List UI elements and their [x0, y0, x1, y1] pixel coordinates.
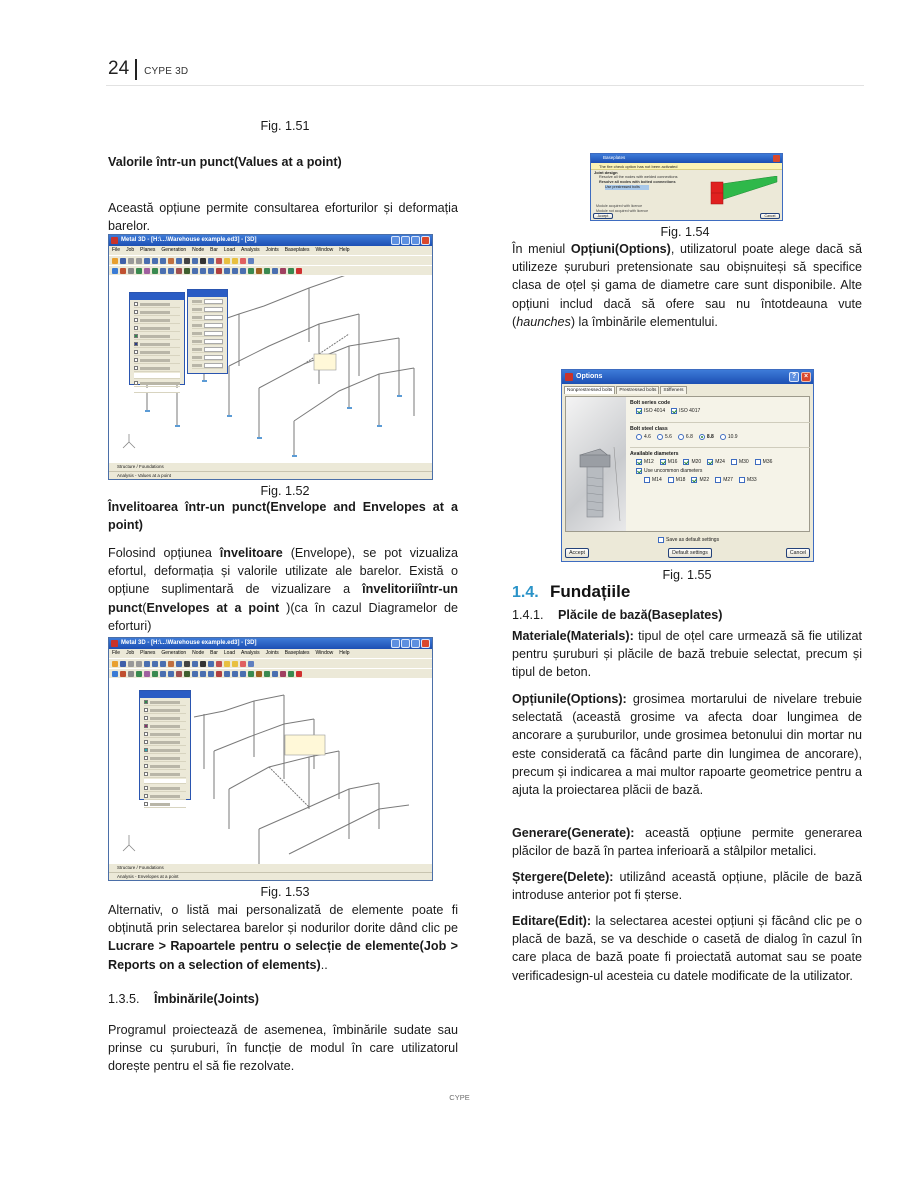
- window-title: Metal 3D - [H:\...\Warehouse example.ed3] - [3D]: [121, 640, 257, 646]
- help-button[interactable]: [391, 236, 400, 245]
- header-divider: [135, 59, 137, 80]
- maximize-button[interactable]: [411, 639, 420, 648]
- tab-nonprestressed-bolts[interactable]: Nonprestressed bolts: [564, 386, 615, 394]
- page-footer: CYPE: [449, 1093, 470, 1102]
- menu-node[interactable]: Node: [192, 650, 205, 656]
- help-button[interactable]: [391, 639, 400, 648]
- options-paragraph: În meniul Opțiuni(Options), utilizatorul poate alege dacă să utilizeze șuruburi pretensionate sau obișnuiteși să specifice clasa de oțel și gama de diametre care sunt disponibile. Alte opțiuni includ dacă să ofere sau nu întotdeauna vute (haunches) la îmbinările elementului.: [512, 242, 862, 329]
- radio-class-6-8[interactable]: 6.8: [678, 434, 693, 440]
- menu-job[interactable]: Job: [126, 247, 135, 253]
- joints-heading: [108, 992, 259, 1006]
- option-bolted[interactable]: Resolve all nodes with bolted connections: [599, 180, 676, 184]
- minimize-button[interactable]: [401, 639, 410, 648]
- help-button[interactable]: ?: [789, 372, 799, 382]
- subsection-heading-baseplates: [512, 608, 723, 622]
- section-number: 1.4.: [512, 584, 539, 601]
- values-heading: Valorile într-un punct(Values at a point): [108, 155, 342, 169]
- subsection-number: 1.4.1.: [512, 608, 544, 622]
- header-title: CYPE 3D: [144, 65, 189, 77]
- menu-help[interactable]: Help: [339, 650, 350, 656]
- force-diagrams-panel: [129, 292, 185, 385]
- checkbox-iso-4014[interactable]: ISO 4014: [636, 408, 665, 414]
- tab-structure[interactable]: Structure: [117, 464, 136, 469]
- dialog-titlebar: [562, 370, 813, 384]
- checkbox-use-uncommon-diameters[interactable]: Use uncommon diameters: [636, 468, 702, 474]
- cancel-button[interactable]: Cancel: [786, 548, 810, 558]
- tab-stiffeners[interactable]: Stiffeners: [660, 386, 686, 394]
- menu-load[interactable]: Load: [223, 650, 236, 656]
- menu-generation[interactable]: Generation: [161, 650, 187, 656]
- view-tabs: Structure / Foundations: [109, 864, 432, 872]
- menu-file[interactable]: File: [112, 650, 121, 656]
- fig-151-caption: Fig. 1.51: [260, 119, 310, 133]
- alternative-paragraph: Alternativ, o listă mai personalizată de elemente poate fi obținută prin selectarea barelor și nodurilor dorite dând clic pe Lucrare > Rapoartele pentru o selecție de elemente(Job > Reports on a selection of elements)..: [108, 903, 458, 972]
- section-title: Fundațiile: [550, 582, 631, 601]
- status-bar: Analysis - Values at a point: [109, 471, 432, 479]
- options-baseplates-paragraph: Opțiunile(Options): grosimea mortarului de nivelare trebuie selectată (această grosime va afecta doar lungimea de ancorare a șuruburilor, unde grosimea betonului din mortar nu este considerată ca făcând parte din lungimea de ancorare), precum și indicarea a mai multor rapoarte geometrice pentru a ajuta la proiectarea plăcii de bază.: [512, 692, 862, 798]
- maximize-button[interactable]: [411, 236, 420, 245]
- menu-window[interactable]: Window: [315, 650, 334, 656]
- fig-154-caption: Fig. 1.54: [660, 225, 710, 239]
- envelope-heading: Învelitoarea într-un punct(Envelope and Envelopes at a point): [108, 500, 458, 532]
- fig-155-caption: Fig. 1.55: [662, 568, 712, 582]
- checkbox-m24[interactable]: M24: [707, 459, 725, 465]
- subsection-title: Plăcile de bază(Baseplates): [558, 608, 723, 622]
- legend-acquired: Module acquired with licence: [596, 204, 643, 208]
- checkbox-m14[interactable]: M14: [644, 477, 662, 483]
- app-icon: [111, 237, 118, 244]
- legend-not-acquired: Module not acquired with licence: [596, 208, 649, 213]
- toolbar-2: [109, 668, 432, 678]
- window-title: Metal 3D - [H:\...\Warehouse example.ed3] - [3D]: [121, 237, 257, 243]
- tab-prestressed-bolts[interactable]: Prestressed bolts: [616, 386, 659, 394]
- window-titlebar: [109, 235, 432, 246]
- fig-153-caption: Fig. 1.53: [260, 885, 310, 899]
- menu-bar[interactable]: Bar: [210, 650, 218, 656]
- radio-class-5-6[interactable]: 5.6: [657, 434, 672, 440]
- checkbox-m18[interactable]: M18: [668, 477, 686, 483]
- 3d-viewport[interactable]: [109, 276, 432, 463]
- window-titlebar: [109, 638, 432, 649]
- edit-paragraph: Editare(Edit): la selectarea acestei opțiuni și făcând clic pe o placă de bază, se va deschide o casetă de dialog în cazul în care placa de bază poate fi proiectată automat sau se poate verificadesign-ul acesteia cu datele modificate de la utilizator.: [512, 914, 862, 983]
- menu-load[interactable]: Load: [223, 247, 236, 253]
- close-button[interactable]: [421, 639, 430, 648]
- status-bar: Analysis - Envelopes at a point: [109, 872, 432, 880]
- section-heading-fundatiile: [512, 582, 630, 602]
- radio-class-4-6[interactable]: 4.6: [636, 434, 651, 440]
- menu-node[interactable]: Node: [192, 247, 205, 253]
- bolt-illustration: [566, 397, 626, 531]
- checkbox-m33[interactable]: M33: [739, 477, 757, 483]
- menu-baseplates[interactable]: Baseplates: [284, 247, 310, 253]
- checkbox-m27[interactable]: M27: [715, 477, 733, 483]
- values-paragraph: Această opțiune permite consultarea eforturilor și deformația barelor.: [108, 201, 458, 234]
- joints-paragraph: Programul proiectează de asemenea, îmbinările sudate sau prinse cu șuruburi, în funcție de modul în care utilizatorul dorește pentru el să fie rezolvate.: [108, 1023, 458, 1074]
- envelopes-panel: [139, 690, 191, 800]
- checkbox-m30[interactable]: M30: [731, 459, 749, 465]
- fig-152-screenshot: [108, 234, 433, 480]
- view-tabs: Structure / Foundations: [109, 463, 432, 471]
- menubar: [109, 246, 432, 255]
- menubar: [109, 649, 432, 658]
- page-number: 24: [108, 58, 130, 79]
- cancel-button[interactable]: Cancel: [760, 213, 780, 219]
- menu-job[interactable]: Job: [126, 650, 135, 656]
- bolt-steel-class-group: Bolt steel class 4.6 5.6 6.8 8.8 10.9: [630, 426, 738, 440]
- bolt-series-group: Bolt series code ISO 4014 ISO 4017: [630, 400, 701, 414]
- close-button[interactable]: ×: [801, 372, 811, 382]
- options-body: [565, 396, 810, 532]
- available-diameters-group: Available diameters M12 M16 M20 M24 M30 M36 Use uncommon diameters M14 M18 M22 M27 M33: [630, 451, 773, 483]
- checkbox-m36[interactable]: M36: [755, 459, 773, 465]
- options-tabs: [562, 384, 813, 394]
- accept-button[interactable]: Accept: [593, 213, 613, 219]
- materials-paragraph: Materiale(Materials): tipul de oțel care urmează să fie utilizat pentru șuruburi și plăcile de bază trebuie selectat, precum și tipul de beton.: [512, 629, 862, 680]
- menu-window[interactable]: Window: [315, 247, 334, 253]
- 3d-viewport[interactable]: [109, 679, 432, 864]
- option-prestressed[interactable]: Use prestressed bolts: [605, 185, 649, 190]
- option-welded[interactable]: Resolve all the nodes with welded connections: [599, 175, 678, 179]
- menu-file[interactable]: File: [112, 247, 121, 253]
- envelope-paragraph: Folosind opțiunea învelitoare (Envelope), se pot vizualiza efortul, deformația și valorile utilizate ale barelor. Există o opțiune suplimentară de vizualizare a învelitoriiîntr-un punct(Envelopes at a point )(ca în cazul Diagramelor de eforturi): [108, 546, 459, 633]
- checkbox-m12[interactable]: M12: [636, 459, 654, 465]
- menu-planes[interactable]: Planes: [140, 650, 156, 656]
- toolbar-2: [109, 265, 432, 275]
- fig-153-screenshot: [108, 637, 433, 881]
- checkbox-save-default[interactable]: Save as default settings: [658, 537, 719, 545]
- fig-155-options-dialog: [561, 369, 814, 562]
- menu-generation[interactable]: Generation: [161, 247, 187, 253]
- menu-joints[interactable]: Joints: [265, 650, 279, 656]
- radio-class-8-8[interactable]: 8.8: [699, 434, 714, 440]
- menu-baseplates[interactable]: Baseplates: [284, 650, 310, 656]
- menu-analysis[interactable]: Analysis: [241, 247, 260, 253]
- menu-joints[interactable]: Joints: [265, 247, 279, 253]
- accept-button[interactable]: Accept: [565, 548, 589, 558]
- checkbox-m20[interactable]: M20: [683, 459, 701, 465]
- toolbar-1: [109, 255, 432, 265]
- radio-class-10-9[interactable]: 10.9: [720, 434, 738, 440]
- joint-preview-image: [709, 176, 779, 206]
- fig-152-caption: Fig. 1.52: [260, 484, 310, 498]
- minimize-button[interactable]: [401, 236, 410, 245]
- app-icon: [111, 640, 118, 647]
- close-button[interactable]: [421, 236, 430, 245]
- tab-structure[interactable]: Structure: [117, 865, 136, 870]
- fig-154-baseplates-dialog: [590, 153, 783, 221]
- page-header: [108, 58, 188, 80]
- dialog-title: Options: [576, 373, 603, 380]
- header-rule: [106, 85, 864, 86]
- delete-paragraph: Ștergere(Delete): utilizând această opțiune, plăcile de bază introduse anterior pot fi șterse.: [512, 870, 862, 903]
- joint-design-label: Joint design: [594, 170, 618, 175]
- checkbox-m22[interactable]: M22: [691, 477, 709, 483]
- toolbar-1: [109, 658, 432, 668]
- checkbox-m16[interactable]: M16: [660, 459, 678, 465]
- tab-foundations[interactable]: Foundations: [139, 464, 164, 469]
- warning-banner: The fire check option has not been activated: [591, 163, 782, 170]
- menu-analysis[interactable]: Analysis: [241, 650, 260, 656]
- joints-heading-title: Îmbinările(Joints): [154, 992, 259, 1006]
- dialog-titlebar: Baseplates: [591, 154, 782, 163]
- scale-values-panel: [187, 289, 228, 374]
- menu-planes[interactable]: Planes: [140, 247, 156, 253]
- default-settings-button[interactable]: Default settings: [668, 548, 712, 558]
- app-icon: [565, 373, 573, 381]
- menu-help[interactable]: Help: [339, 247, 350, 253]
- menu-bar[interactable]: Bar: [210, 247, 218, 253]
- tab-foundations[interactable]: Foundations: [139, 865, 164, 870]
- joints-heading-number: 1.3.5.: [108, 992, 140, 1006]
- generate-paragraph: Generare(Generate): această opțiune permite generarea plăcilor de bază în partea inferioară a stâlpilor metalici.: [512, 826, 862, 859]
- close-button[interactable]: [773, 155, 780, 162]
- checkbox-iso-4017[interactable]: ISO 4017: [671, 408, 700, 414]
